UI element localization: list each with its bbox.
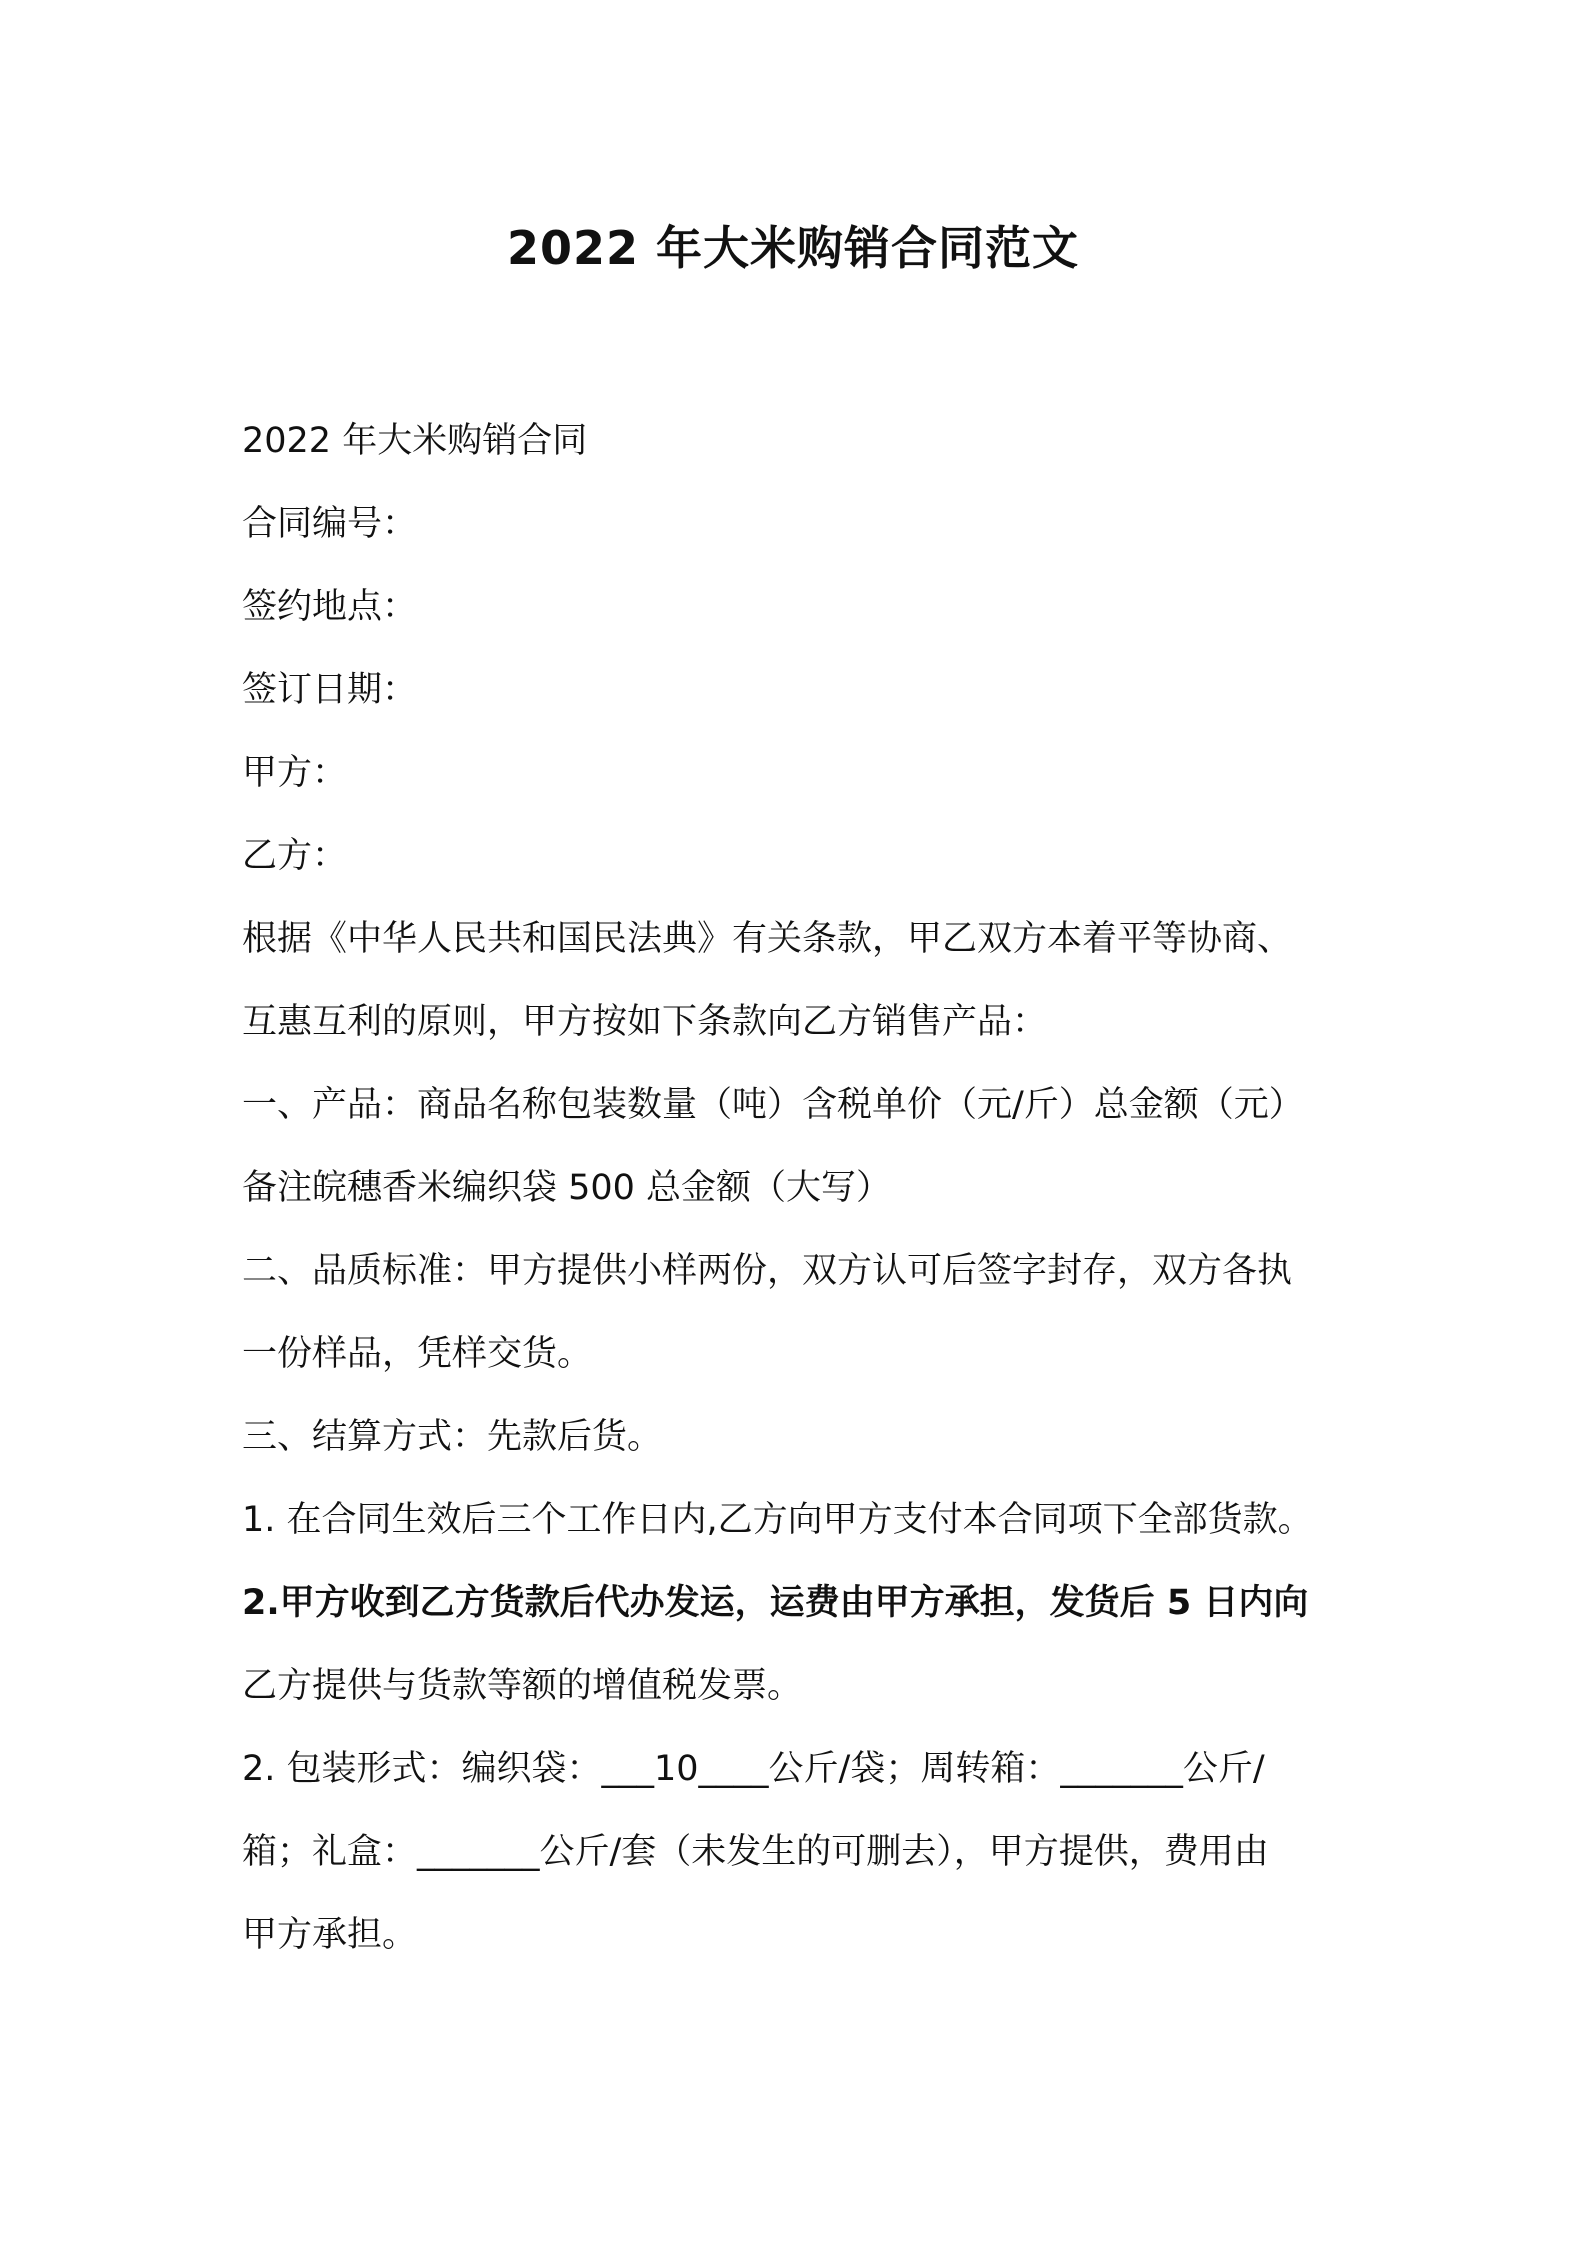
payment-item-2-line-2: 乙方提供与货款等额的增值税发票。 bbox=[242, 1666, 803, 1706]
product-clause-line-2: 备注皖穗香米编织袋 500 总金额（大写） bbox=[242, 1168, 892, 1208]
document-title: 2022 年大米购销合同范文 bbox=[506, 221, 1080, 275]
contract-heading: 2022 年大米购销合同 bbox=[242, 421, 588, 461]
packaging-clause-line-2: 箱；礼盒：_______公斤/套（未发生的可删去），甲方提供，费用由 bbox=[242, 1832, 1269, 1872]
packaging-clause-line-3: 甲方承担。 bbox=[242, 1915, 418, 1955]
party-a-line: 甲方： bbox=[242, 753, 348, 793]
packaging-clause-line-1: 2. 包装形式：编织袋：___10____公斤/袋；周转箱：_______公斤/ bbox=[242, 1749, 1265, 1789]
payment-item-2-line-1: 2.甲方收到乙方货款后代办发运，运费由甲方承担，发货后 5 日内向 bbox=[242, 1583, 1309, 1623]
settlement-clause-line: 三、结算方式：先款后货。 bbox=[242, 1417, 663, 1457]
product-clause-line-1: 一、产品：商品名称包装数量（吨）含税单价（元/斤）总金额（元） bbox=[242, 1085, 1304, 1125]
signing-date-line: 签订日期： bbox=[242, 670, 418, 710]
party-b-line: 乙方： bbox=[242, 836, 348, 876]
preamble-line-2: 互惠互利的原则，甲方按如下条款向乙方销售产品： bbox=[242, 1002, 1048, 1042]
contract-number-line: 合同编号： bbox=[242, 504, 418, 544]
signing-place-line: 签约地点： bbox=[242, 587, 418, 627]
quality-clause-line-1: 二、品质标准：甲方提供小样两份，双方认可后签字封存，双方各执 bbox=[242, 1251, 1293, 1291]
quality-clause-line-2: 一份样品，凭样交货。 bbox=[242, 1334, 593, 1374]
payment-item-1: 1. 在合同生效后三个工作日内,乙方向甲方支付本合同项下全部货款。 bbox=[242, 1500, 1313, 1540]
preamble-line-1: 根据《中华人民共和国民法典》有关条款，甲乙双方本着平等协商、 bbox=[242, 919, 1293, 959]
document-body bbox=[242, 400, 1382, 1977]
